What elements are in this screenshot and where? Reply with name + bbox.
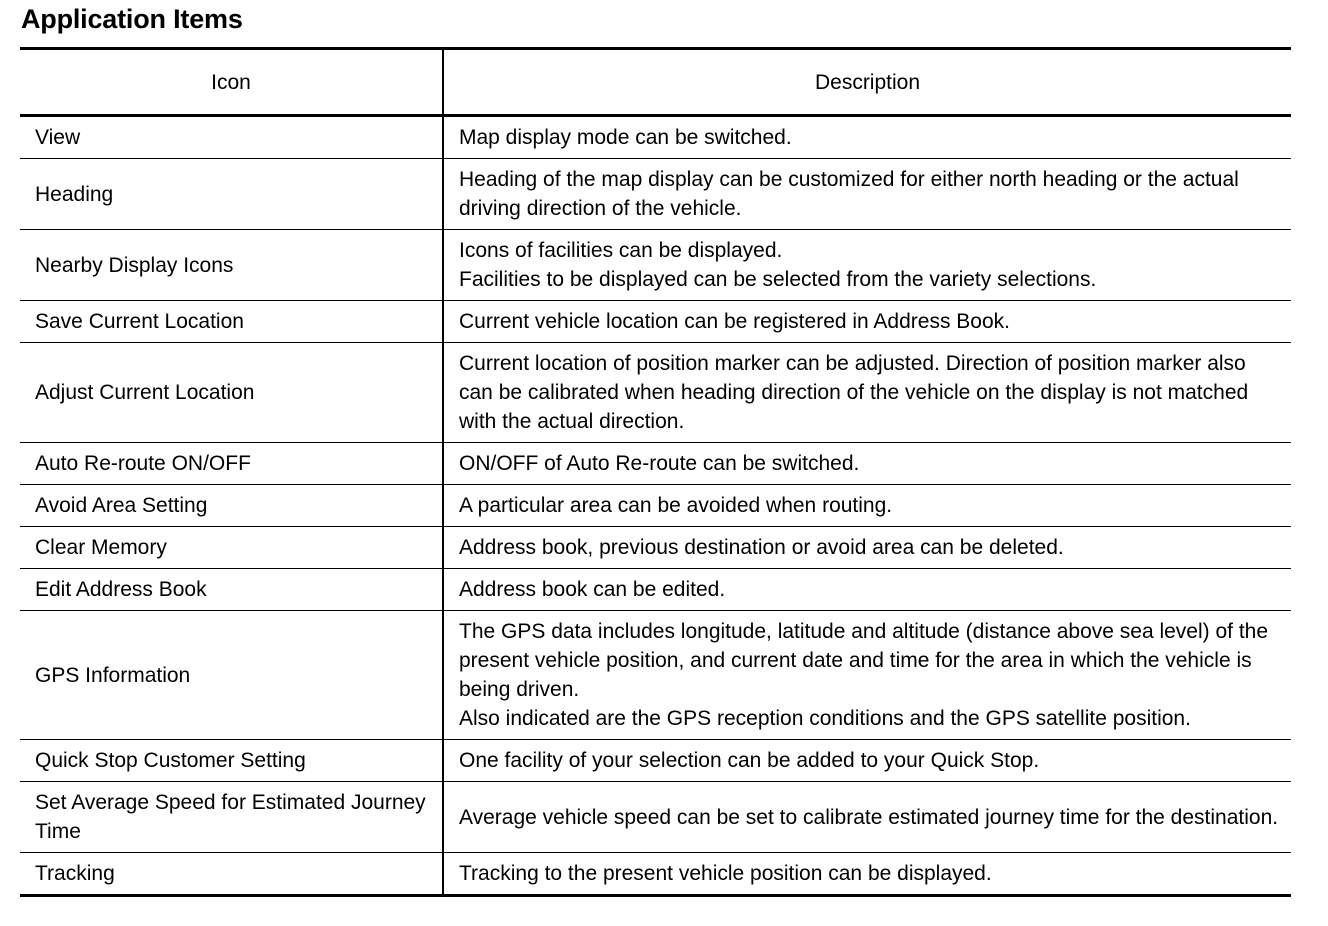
description-line: Address book, previous destination or avoid area can be deleted. [459,536,1064,559]
item-name-cell: View [20,116,443,159]
item-description-cell [443,116,1291,159]
description-line: Heading of the map display can be customized for either north heading or the actual driving direction of the vehicle. [459,168,1239,220]
item-description-cell [443,485,1291,527]
table-header-row [20,49,1291,116]
table-row [20,343,1291,443]
application-items-table [20,47,1291,897]
item-name-cell: Nearby Display Icons [20,230,443,301]
description-line: Average vehicle speed can be set to calibrate estimated journey time for the destination. [459,805,1279,829]
item-description-cell [443,343,1291,443]
item-name-cell: Auto Re-route ON/OFF [20,443,443,485]
item-description-cell [443,527,1291,569]
table-row [20,569,1291,611]
description-line: Icons of facilities can be displayed. [459,239,783,262]
item-name-cell: Adjust Current Location [20,343,443,443]
item-description-cell [443,782,1291,853]
item-description-cell [443,740,1291,782]
item-description-cell [443,301,1291,343]
table-row [20,853,1291,896]
item-name-cell: Save Current Location [20,301,443,343]
item-name-cell: Tracking [20,853,443,896]
description-line: Current vehicle location can be registered in Address Book. [459,310,1010,333]
table-row [20,301,1291,343]
column-header-description: Description [814,70,921,94]
description-line: ON/OFF of Auto Re-route can be switched. [459,452,860,475]
table-body [20,116,1291,896]
description-line: One facility of your selection can be added to your Quick Stop. [459,749,1040,772]
item-description-cell [443,159,1291,230]
item-name-cell: Edit Address Book [20,569,443,611]
table-row [20,159,1291,230]
item-description-cell [443,443,1291,485]
item-name-cell: Quick Stop Customer Setting [20,740,443,782]
item-description-cell [443,611,1291,740]
table-row [20,443,1291,485]
item-description-cell [443,569,1291,611]
item-description-cell [443,853,1291,896]
item-name-cell: Heading [20,159,443,230]
description-line: Current location of position marker can be adjusted. Direction of position marker also can be calibrated when heading direction of the vehicle on the display is not matched with the actual direction. [459,352,1249,433]
description-line: Facilities to be displayed can be selected from the variety selections. [459,268,1097,291]
column-header-icon: Icon [20,49,443,116]
description-line: Address book can be edited. [459,578,726,601]
table-row [20,116,1291,159]
table-row [20,740,1291,782]
table-row [20,527,1291,569]
description-line: Also indicated are the GPS reception conditions and the GPS satellite position. [459,707,1191,730]
table-row [20,782,1291,853]
description-line: Map display mode can be switched. [459,126,792,149]
table-row [20,230,1291,301]
item-name-cell: GPS Information [20,611,443,740]
item-description-cell [443,230,1291,301]
table-row [20,611,1291,740]
table-row [20,485,1291,527]
item-name-cell: Clear Memory [20,527,443,569]
item-name-cell: Avoid Area Setting [20,485,443,527]
description-line: Tracking to the present vehicle position can be displayed. [459,862,992,885]
page-title: Application Items [21,4,243,34]
description-line: The GPS data includes longitude, latitude and altitude (distance above sea level) of the present vehicle position, and current date and time for the area in which the vehicle is being driven. [459,620,1269,701]
item-name-cell: Set Average Speed for Estimated Journey Time [20,782,443,853]
description-line: A particular area can be avoided when routing. [459,494,893,517]
